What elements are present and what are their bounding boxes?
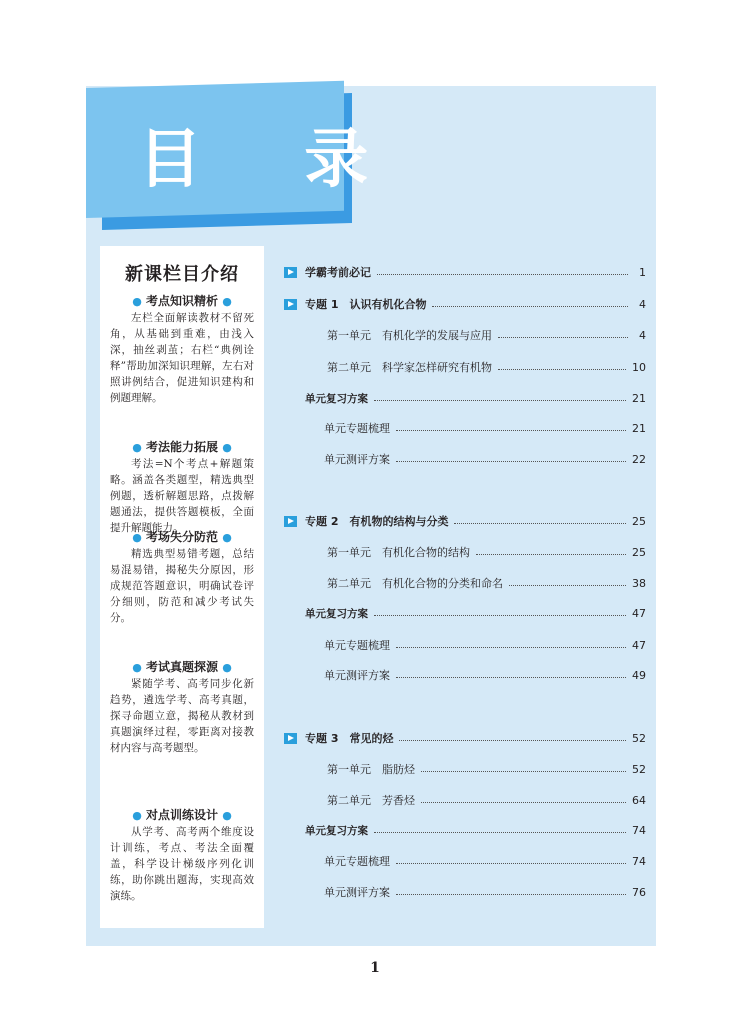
toc-page-number: 21	[632, 421, 646, 435]
intro-section-heading: ● 对点训练设计 ●	[132, 808, 232, 822]
toc-entry-unit[interactable]	[327, 574, 646, 592]
intro-section-heading: ● 考法能力拓展 ●	[132, 440, 232, 454]
leader-dots	[374, 832, 626, 833]
toc-page-number: 74	[632, 854, 646, 868]
toc-entry-sub[interactable]	[324, 450, 646, 468]
toc-entry-label: 第二单元 有机化合物的分类和命名	[327, 577, 503, 590]
leader-dots	[396, 461, 626, 462]
toc-entry-sub[interactable]	[324, 419, 646, 437]
toc-entry-sub[interactable]	[324, 636, 646, 654]
toc-entry-review[interactable]	[305, 604, 646, 622]
page-number-footer: 1	[370, 960, 380, 976]
toc-entry-label: 单元复习方案	[305, 392, 368, 405]
toc-entry-preface[interactable]	[284, 263, 646, 281]
toc-page-number: 22	[632, 452, 646, 466]
toc-entry-sub[interactable]	[324, 666, 646, 684]
intro-section	[100, 806, 264, 904]
intro-section-body: 紧随学考、高考同步化新趋势，遴选学考、高考真题，探寻命题立意，揭秘从教材到真题演绎过程，零距离对接教材内容与高考题型。	[110, 678, 254, 754]
toc-page-number: 49	[632, 668, 646, 682]
toc-entry-unit[interactable]	[327, 358, 646, 376]
intro-section-heading: ● 考点知识精析 ●	[132, 294, 232, 308]
intro-section-body: 考法=N个考点+解题策略。涵盖各类题型，精选典型例题，透析解题思路，点拨解题通法，提供答题模板，全面提升解题能力。	[110, 458, 254, 534]
toc-entry-topic[interactable]	[284, 295, 646, 313]
intro-section	[100, 438, 264, 536]
bullet-icon: ●	[222, 295, 232, 308]
column-intro-sidebar	[100, 246, 264, 928]
leader-dots	[421, 802, 626, 803]
toc-page-number: 1	[639, 265, 646, 279]
toc-entry-unit[interactable]	[327, 760, 646, 778]
play-arrow-icon	[284, 267, 297, 278]
bullet-icon: ●	[222, 809, 232, 822]
toc-page-number: 47	[632, 606, 646, 620]
toc-entry-sub[interactable]	[324, 883, 646, 901]
leader-dots	[396, 647, 626, 648]
toc-entry-label: 第一单元 有机化学的发展与应用	[327, 329, 492, 342]
leader-dots	[377, 274, 628, 275]
toc-entry-label: 专题 3 常见的烃	[305, 732, 394, 745]
toc-entry-label: 单元专题梳理	[324, 855, 390, 868]
toc-entry-label: 第一单元 脂肪烃	[327, 763, 415, 776]
toc-entry-sub[interactable]	[324, 852, 646, 870]
bullet-icon: ●	[132, 295, 142, 308]
toc-page-number: 10	[632, 360, 646, 374]
leader-dots	[374, 615, 626, 616]
toc-entry-review[interactable]	[305, 821, 646, 839]
leader-dots	[399, 740, 626, 741]
leader-dots	[432, 306, 628, 307]
bullet-icon: ●	[132, 809, 142, 822]
page-title: 目 录	[138, 123, 409, 197]
intro-section-body: 左栏全面解读教材不留死角，从基础到重难，由浅入深，抽丝剥茧；右栏“典例诠释”帮助加深知识理解，左右对照讲例结合，促进知识建构和例题理解。	[110, 312, 254, 404]
toc-entry-unit[interactable]	[327, 543, 646, 561]
bullet-icon: ●	[132, 441, 142, 454]
bullet-icon: ●	[222, 661, 232, 674]
toc-entry-label: 第二单元 科学家怎样研究有机物	[327, 361, 492, 374]
toc-page-number: 38	[632, 576, 646, 590]
leader-dots	[498, 369, 626, 370]
toc-page-number: 25	[632, 514, 646, 528]
toc-entry-topic[interactable]	[284, 512, 646, 530]
toc-entry-label: 单元复习方案	[305, 824, 368, 837]
toc-entry-label: 第一单元 有机化合物的结构	[327, 546, 470, 559]
leader-dots	[476, 554, 626, 555]
intro-section	[100, 292, 264, 406]
bullet-icon: ●	[132, 661, 142, 674]
intro-section	[100, 658, 264, 756]
toc-entry-topic[interactable]	[284, 729, 646, 747]
toc-page-number: 4	[639, 328, 646, 342]
leader-dots	[396, 894, 626, 895]
leader-dots	[374, 400, 626, 401]
toc-entry-label: 单元复习方案	[305, 607, 368, 620]
play-arrow-icon	[284, 733, 297, 744]
leader-dots	[454, 523, 626, 524]
toc-page-number: 64	[632, 793, 646, 807]
bullet-icon: ●	[222, 531, 232, 544]
play-arrow-icon	[284, 516, 297, 527]
toc-entry-label: 单元专题梳理	[324, 422, 390, 435]
toc-page-number: 21	[632, 391, 646, 405]
toc-page-number: 4	[639, 297, 646, 311]
toc-page-number: 76	[632, 885, 646, 899]
sidebar-title: 新课栏目介绍	[125, 264, 239, 285]
leader-dots	[396, 863, 626, 864]
toc-entry-label: 专题 2 有机物的结构与分类	[305, 515, 449, 528]
bullet-icon: ●	[222, 441, 232, 454]
toc-page-number: 74	[632, 823, 646, 837]
toc-entry-label: 专题 1 认识有机化合物	[305, 298, 427, 311]
toc-page-number: 52	[632, 762, 646, 776]
toc-entry-label: 单元测评方案	[324, 453, 390, 466]
toc-page-number: 25	[632, 545, 646, 559]
leader-dots	[498, 337, 628, 338]
intro-section-body: 从学考、高考两个维度设计训练，考点、考法全面覆盖，科学设计梯级序列化训练，助你跳出题海，实现高效演练。	[110, 826, 254, 902]
toc-entry-label: 单元专题梳理	[324, 639, 390, 652]
intro-section	[100, 528, 264, 626]
intro-section-body: 精选典型易错考题，总结易混易错，揭秘失分原因，形成规范答题意识，明确试卷评分细则，防范和减少考试失分。	[110, 548, 254, 624]
leader-dots	[396, 677, 626, 678]
toc-page-number: 47	[632, 638, 646, 652]
leader-dots	[509, 585, 626, 586]
play-arrow-icon	[284, 299, 297, 310]
intro-section-heading: ● 考试真题探源 ●	[132, 660, 232, 674]
leader-dots	[396, 430, 626, 431]
toc-page-number: 52	[632, 731, 646, 745]
leader-dots	[421, 771, 626, 772]
toc-entry-label: 第二单元 芳香烃	[327, 794, 415, 807]
toc-entry-review[interactable]	[305, 389, 646, 407]
bullet-icon: ●	[132, 531, 142, 544]
toc-entry-label: 单元测评方案	[324, 886, 390, 899]
toc-entry-unit[interactable]	[327, 791, 646, 809]
toc-entry-label: 学霸考前必记	[305, 266, 371, 279]
intro-section-heading: ● 考场失分防范 ●	[132, 530, 232, 544]
toc-entry-unit[interactable]	[327, 326, 646, 344]
toc-entry-label: 单元测评方案	[324, 669, 390, 682]
